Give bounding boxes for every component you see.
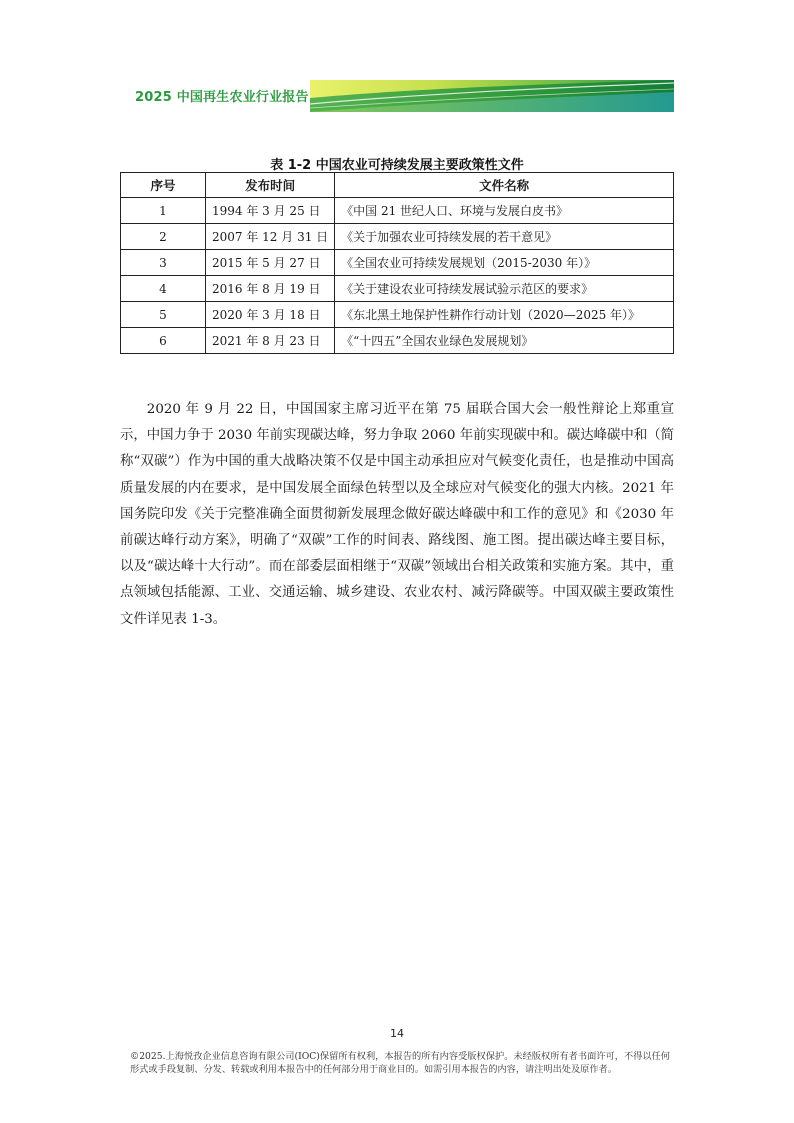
row-date: 2021 年 8 月 23 日: [206, 328, 335, 354]
body-paragraph: 2020 年 9 月 22 日，中国国家主席习近平在第 75 届联合国大会一般性辩论上郑重宣示，中国力争于 2030 年前实现碳达峰，努力争取 2060 年前实现碳中和。碳达峰碳中和（简称“双碳”）作为中国的重大战略决策不仅是中国主动承担应对气候变化责任，也是推动中国高质量发展的内在要求，是中国发展全面绿色转型以及全球应对气候变化的强大内核。2021 年国务院印发《关于完整准确全面贯彻新发展理念做好碳达峰碳中和工作的意见》和《2030 年前碳达峰行动方案》，明确了“双碳”工作的时间表、路线图、施工图。提出碳达峰主要目标，以及“碳达峰十大行动”。而在部委层面相继于“双碳”领域出台相关政策和实施方案。其中，重点领域包括能源、工业、交通运输、城乡建设、农业农村、减污降碳等。中国双碳主要政策性文件详见表 1-3。: [120, 402, 674, 627]
row-document-name: 《关于建设农业可持续发展试验示范区的要求》: [335, 276, 674, 302]
table-row: [121, 250, 674, 276]
row-document-name: 《“十四五”全国农业绿色发展规划》: [335, 328, 674, 354]
column-header-date: 发布时间: [206, 173, 335, 198]
column-header-number: 序号: [121, 173, 206, 198]
row-number: 2: [121, 224, 206, 250]
table-row: [121, 224, 674, 250]
table-caption: 表 1-2 中国农业可持续发展主要政策性文件: [270, 158, 524, 173]
table-row: [121, 198, 674, 224]
row-date: 2015 年 5 月 27 日: [206, 250, 335, 276]
table-row: [121, 276, 674, 302]
row-number: 4: [121, 276, 206, 302]
row-number: 3: [121, 250, 206, 276]
column-header-document-name: 文件名称: [335, 173, 674, 198]
row-document-name: 《东北黑土地保护性耕作行动计划（2020—2025 年）》: [335, 302, 674, 328]
row-document-name: 《全国农业可持续发展规划（2015-2030 年）》: [335, 250, 674, 276]
header-decorative-band: [310, 80, 674, 112]
row-date: 2020 年 3 月 18 日: [206, 302, 335, 328]
row-document-name: 《关于加强农业可持续发展的若干意见》: [335, 224, 674, 250]
policy-documents-table: [120, 172, 674, 354]
copyright-notice: ©2025.上海悦孜企业信息咨询有限公司(IOC)保留所有权利，本报告的所有内容受版权保护。未经版权所有者书面许可，不得以任何形式或手段复制、分发、转载或利用本报告中的任何部分用于商业目的。如需引用本报告的内容，请注明出处及原作者。: [130, 1051, 670, 1075]
row-number: 6: [121, 328, 206, 354]
row-date: 1994 年 3 月 25 日: [206, 198, 335, 224]
row-document-name: 《中国 21 世纪人口、环境与发展白皮书》: [335, 198, 674, 224]
row-number: 1: [121, 198, 206, 224]
report-header-title: 2025 中国再生农业行业报告: [135, 90, 309, 105]
table-row: [121, 302, 674, 328]
body-section: [120, 397, 674, 633]
table-header-row: [121, 173, 674, 198]
row-date: 2016 年 8 月 19 日: [206, 276, 335, 302]
row-date: 2007 年 12 月 31 日: [206, 224, 335, 250]
page-number: 14: [390, 1027, 404, 1040]
row-number: 5: [121, 302, 206, 328]
table-row: [121, 328, 674, 354]
